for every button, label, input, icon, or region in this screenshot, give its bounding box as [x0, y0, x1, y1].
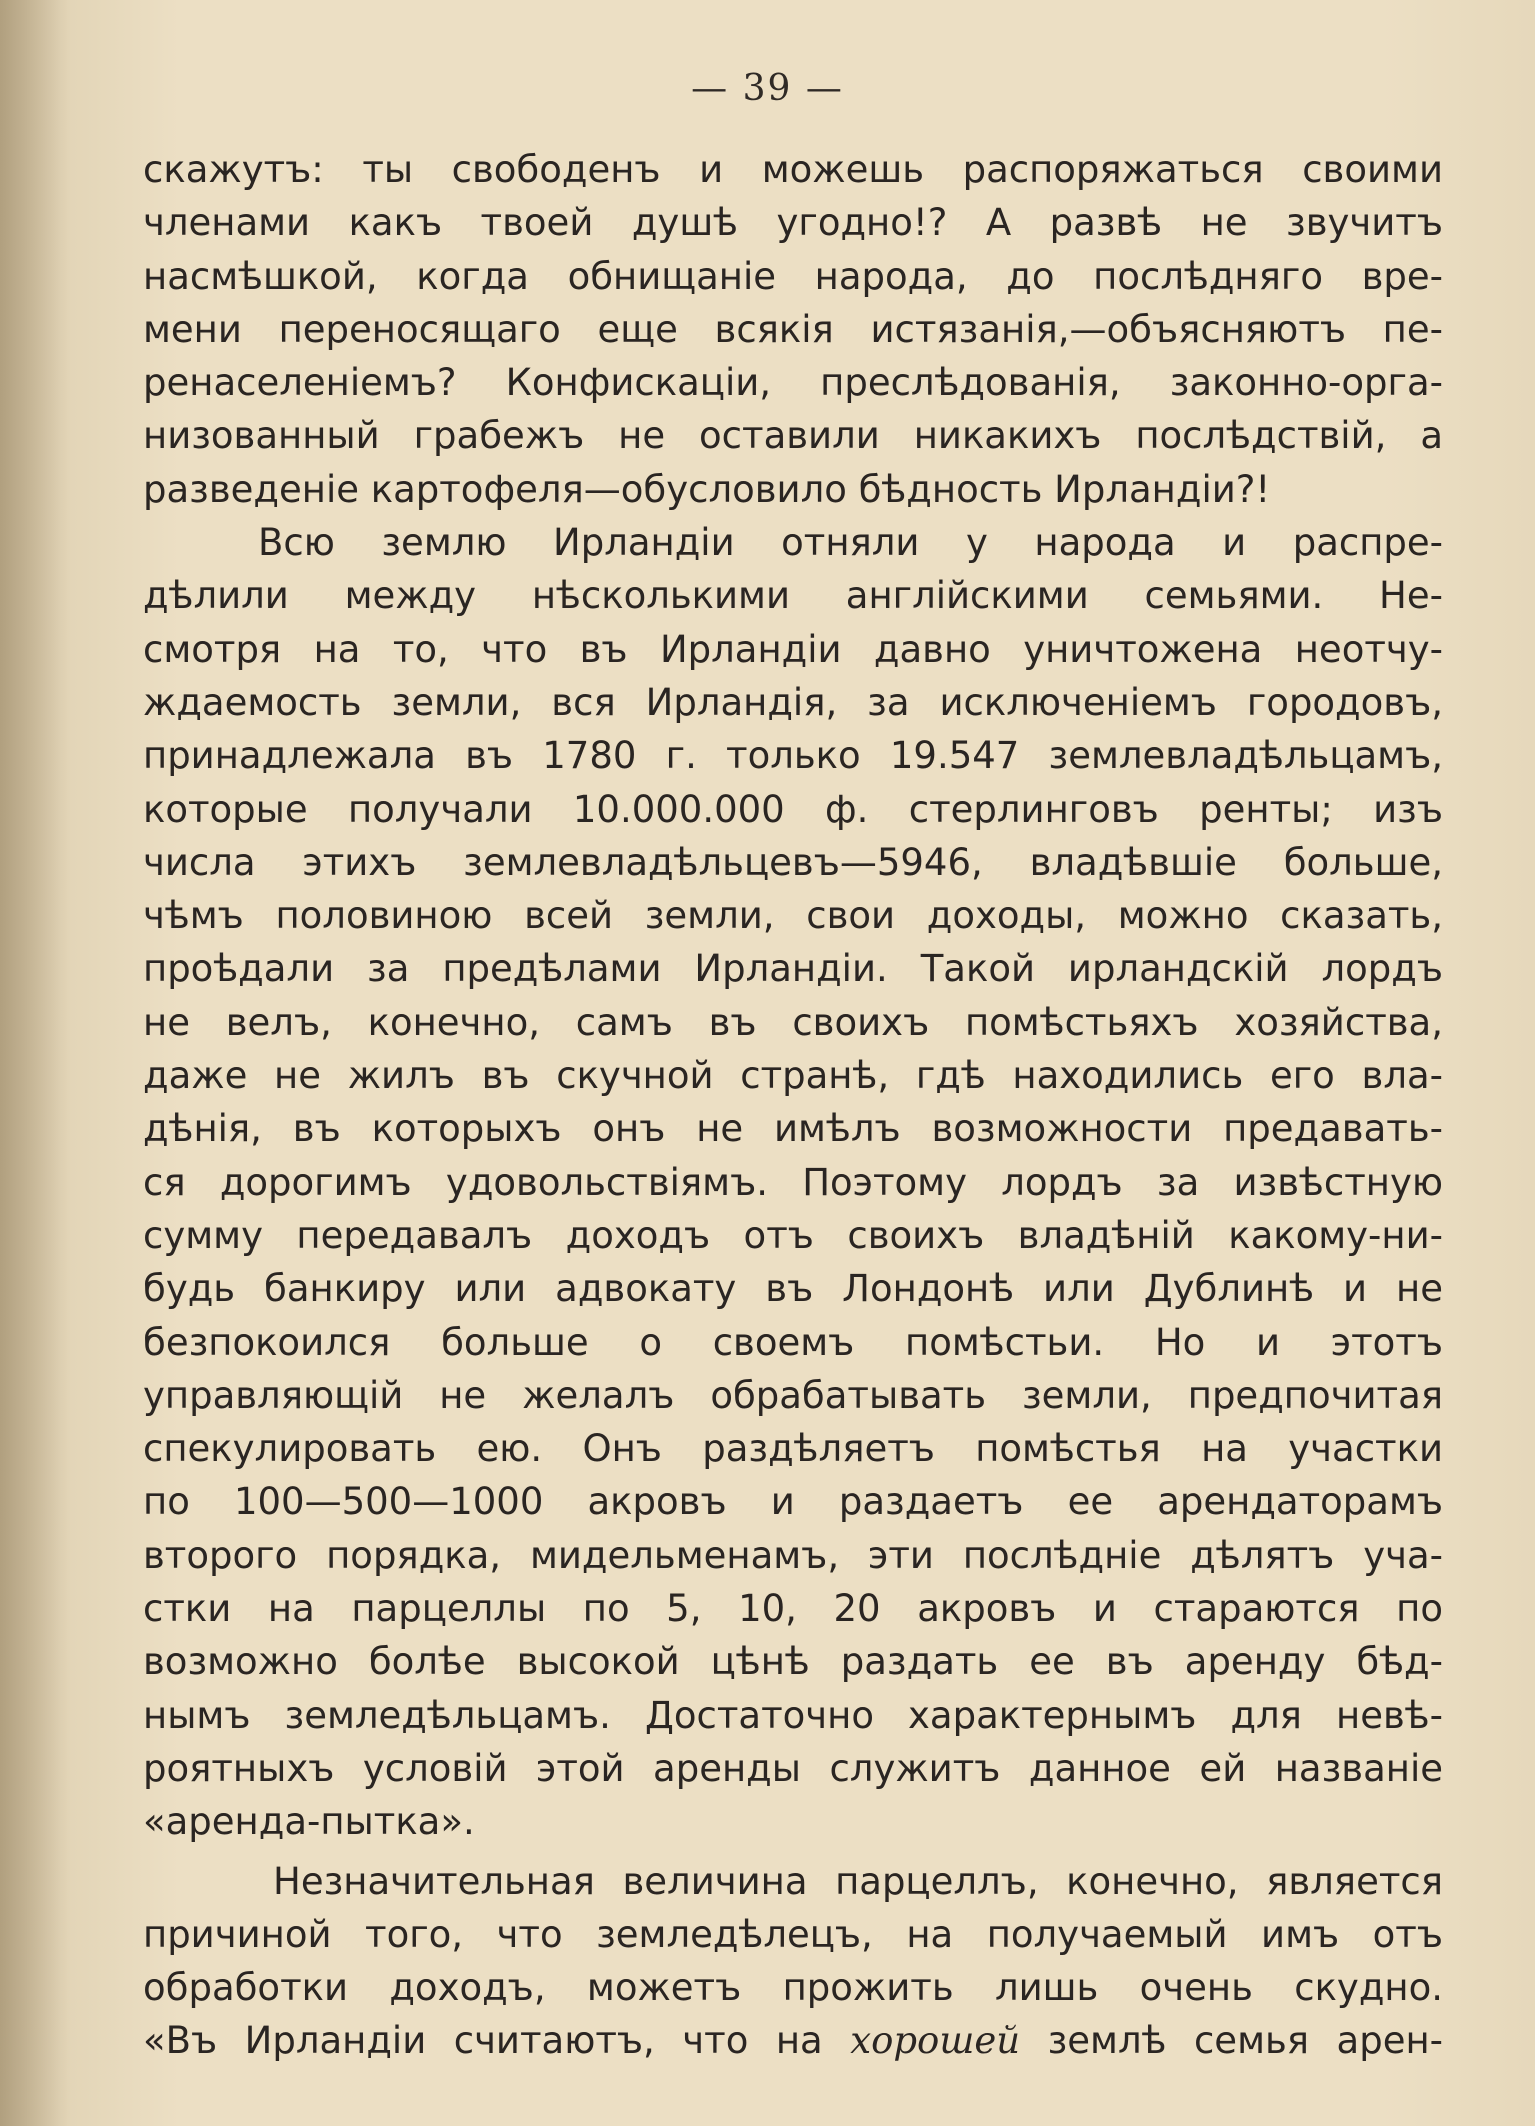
text-line: чѣмъ половиною всей земли, свои доходы, можно сказать,: [143, 894, 1443, 938]
paragraph: [143, 1855, 1443, 2068]
text-line: будь банкиру или адвокату въ Лондонѣ или Дублинѣ и не: [143, 1267, 1443, 1311]
text-line: разведеніе картофеля—обусловило бѣдность Ирландіи?!: [143, 467, 1271, 511]
text-line: Незначительная величина парцеллъ, конечно, является: [273, 1859, 1443, 1903]
text-line: возможно болѣе высокой цѣнѣ раздать ее въ аренду бѣд-: [143, 1640, 1443, 1684]
text-fragment: землѣ семья арен-: [1047, 2019, 1443, 2063]
text-line: членами какъ твоей душѣ угодно!? А развѣ не звучитъ: [143, 201, 1443, 245]
text-line: обработки доходъ, можетъ прожить лишь очень скудно.: [143, 1966, 1443, 2010]
paragraph: [143, 516, 1443, 1848]
text-line: «аренда-пытка».: [143, 1800, 475, 1844]
text-line: числа этихъ землевладѣльцевъ—5946, владѣвшіе больше,: [143, 840, 1443, 884]
text-line: не велъ, конечно, самъ въ своихъ помѣстьяхъ хозяйства,: [143, 1000, 1443, 1044]
text-line: сумму передавалъ доходъ отъ своихъ владѣній какому-ни-: [143, 1213, 1443, 1257]
text-line: низованный грабежъ не оставили никакихъ послѣдствій, а: [143, 414, 1443, 458]
text-line: дѣлили между нѣсколькими англійскими семьями. Не-: [143, 574, 1443, 618]
text-line: ся дорогимъ удовольствіямъ. Поэтому лордъ за извѣстную: [143, 1160, 1443, 1204]
text-line: Всю землю Ирландіи отняли у народа и распре-: [258, 521, 1443, 565]
body-text: [143, 143, 1443, 2068]
text-fragment: «Въ Ирландіи считаютъ, что на: [143, 2019, 823, 2063]
text-line: проѣдали за предѣлами Ирландіи. Такой ирландскій лордъ: [143, 947, 1443, 991]
text-line: которые получали 10.000.000 ф. стерлинговъ ренты; изъ: [143, 787, 1443, 831]
page-number: — 39 —: [691, 68, 844, 109]
text-line: управляющій не желалъ обрабатывать земли, предпочитая: [143, 1373, 1443, 1417]
text-line: нымъ земледѣльцамъ. Достаточно характернымъ для невѣ-: [143, 1693, 1443, 1737]
italic-emphasis: хорошей: [850, 2019, 1021, 2063]
text-line: смотря на то, что въ Ирландіи давно уничтожена неотчу-: [143, 627, 1443, 671]
text-line: насмѣшкой, когда обнищаніе народа, до послѣдняго вре-: [143, 254, 1443, 298]
text-line: принадлежала въ 1780 г. только 19.547 землевладѣльцамъ,: [143, 734, 1443, 778]
paragraph: [143, 143, 1443, 516]
text-line: ренаселеніемъ? Конфискаціи, преслѣдованія, законно-орга-: [143, 361, 1443, 405]
text-line: дѣнія, въ которыхъ онъ не имѣлъ возможности предавать-: [143, 1107, 1443, 1151]
text-line: ждаемость земли, вся Ирландія, за исключеніемъ городовъ,: [143, 680, 1443, 724]
text-line: роятныхъ условій этой аренды служитъ данное ей названіе: [143, 1746, 1443, 1790]
text-line: безпокоился больше о своемъ помѣстьи. Но и этотъ: [143, 1320, 1443, 1364]
page-gutter-shadow: [0, 0, 70, 2126]
text-line-mixed: [143, 2014, 1443, 2067]
text-line: даже не жилъ въ скучной странѣ, гдѣ находились его вла-: [143, 1054, 1443, 1098]
text-line: второго порядка, мидельменамъ, эти послѣдніе дѣлятъ уча-: [143, 1533, 1443, 1577]
text-line: причиной того, что земледѣлецъ, на получаемый имъ отъ: [143, 1912, 1443, 1956]
text-line: спекулировать ею. Онъ раздѣляетъ помѣстья на участки: [143, 1427, 1443, 1471]
text-line: мени переносящаго еще всякія истязанія,—объясняютъ пе-: [143, 307, 1443, 351]
text-line: скажутъ: ты свободенъ и можешь распоряжаться своими: [143, 148, 1443, 191]
text-line: по 100—500—1000 акровъ и раздаетъ ее арендаторамъ: [143, 1480, 1443, 1524]
text-line: стки на парцеллы по 5, 10, 20 акровъ и стараются по: [143, 1587, 1443, 1631]
